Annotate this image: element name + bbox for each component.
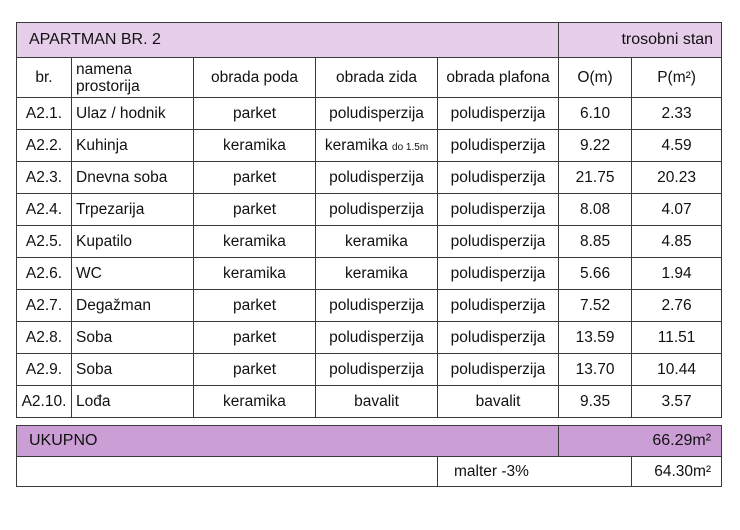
room-area: 3.57 xyxy=(632,386,722,418)
room-area: 20.23 xyxy=(632,162,722,194)
apartment-sheet xyxy=(16,22,721,487)
floor-finish: keramika xyxy=(194,130,316,162)
apartment-title: APARTMAN BR. 2 xyxy=(17,23,559,58)
room-name: Soba xyxy=(72,322,194,354)
plaster-row xyxy=(17,457,722,487)
wall-finish: keramika do 1.5m xyxy=(316,130,438,162)
ceiling-finish: poludisperzija xyxy=(438,322,559,354)
wall-finish: poludisperzija xyxy=(316,322,438,354)
table-row xyxy=(17,162,722,194)
col-header-wall: obrada zida xyxy=(316,58,438,98)
ceiling-finish: poludisperzija xyxy=(438,98,559,130)
room-number: A2.3. xyxy=(17,162,72,194)
wall-finish: bavalit xyxy=(316,386,438,418)
col-header-floor: obrada poda xyxy=(194,58,316,98)
table-row xyxy=(17,322,722,354)
room-number: A2.7. xyxy=(17,290,72,322)
room-area: 11.51 xyxy=(632,322,722,354)
room-area: 4.59 xyxy=(632,130,722,162)
room-number: A2.6. xyxy=(17,258,72,290)
wall-finish: keramika xyxy=(316,258,438,290)
col-header-area: P(m²) xyxy=(632,58,722,98)
total-row xyxy=(17,426,722,457)
room-number: A2.5. xyxy=(17,226,72,258)
floor-finish: keramika xyxy=(194,258,316,290)
room-number: A2.10. xyxy=(17,386,72,418)
table-row xyxy=(17,194,722,226)
table-row xyxy=(17,98,722,130)
ceiling-finish: poludisperzija xyxy=(438,354,559,386)
room-perimeter: 9.22 xyxy=(559,130,632,162)
room-area: 4.07 xyxy=(632,194,722,226)
ceiling-finish: poludisperzija xyxy=(438,290,559,322)
ceiling-finish: poludisperzija xyxy=(438,226,559,258)
ceiling-finish: bavalit xyxy=(438,386,559,418)
table-row xyxy=(17,290,722,322)
floor-finish: parket xyxy=(194,322,316,354)
total-value: 66.29m² xyxy=(559,426,722,457)
wall-finish: poludisperzija xyxy=(316,290,438,322)
plaster-label: malter -3% xyxy=(438,457,632,487)
title-row xyxy=(17,23,722,58)
floor-finish: parket xyxy=(194,194,316,226)
room-perimeter: 7.52 xyxy=(559,290,632,322)
room-number: A2.8. xyxy=(17,322,72,354)
room-table xyxy=(16,22,722,487)
ceiling-finish: poludisperzija xyxy=(438,194,559,226)
table-row xyxy=(17,386,722,418)
room-area: 1.94 xyxy=(632,258,722,290)
room-name: WC xyxy=(72,258,194,290)
floor-finish: keramika xyxy=(194,386,316,418)
room-area: 4.85 xyxy=(632,226,722,258)
ceiling-finish: poludisperzija xyxy=(438,130,559,162)
room-area: 10.44 xyxy=(632,354,722,386)
room-perimeter: 8.08 xyxy=(559,194,632,226)
room-area: 2.33 xyxy=(632,98,722,130)
room-name: Kupatilo xyxy=(72,226,194,258)
room-number: A2.2. xyxy=(17,130,72,162)
room-name: Lođa xyxy=(72,386,194,418)
wall-finish: poludisperzija xyxy=(316,354,438,386)
room-perimeter: 6.10 xyxy=(559,98,632,130)
room-perimeter: 8.85 xyxy=(559,226,632,258)
apartment-type: trosobni stan xyxy=(559,23,722,58)
total-label: UKUPNO xyxy=(17,426,559,457)
floor-finish: keramika xyxy=(194,226,316,258)
col-header-ceiling: obrada plafona xyxy=(438,58,559,98)
floor-finish: parket xyxy=(194,98,316,130)
room-number: A2.9. xyxy=(17,354,72,386)
room-perimeter: 13.59 xyxy=(559,322,632,354)
room-name: Degažman xyxy=(72,290,194,322)
room-name: Ulaz / hodnik xyxy=(72,98,194,130)
col-header-name: namena prostorija xyxy=(72,58,194,98)
col-header-nr: br. xyxy=(17,58,72,98)
room-name: Trpezarija xyxy=(72,194,194,226)
room-name: Soba xyxy=(72,354,194,386)
wall-finish: poludisperzija xyxy=(316,194,438,226)
floor-finish: parket xyxy=(194,354,316,386)
wall-finish: poludisperzija xyxy=(316,98,438,130)
room-perimeter: 5.66 xyxy=(559,258,632,290)
wall-finish-note: do 1.5m xyxy=(392,141,429,153)
floor-finish: parket xyxy=(194,162,316,194)
wall-finish: poludisperzija xyxy=(316,162,438,194)
floor-finish: parket xyxy=(194,290,316,322)
table-row xyxy=(17,226,722,258)
wall-finish: keramika xyxy=(316,226,438,258)
room-name: Dnevna soba xyxy=(72,162,194,194)
table-row xyxy=(17,258,722,290)
room-perimeter: 9.35 xyxy=(559,386,632,418)
col-header-perimeter: O(m) xyxy=(559,58,632,98)
header-row xyxy=(17,58,722,98)
room-area: 2.76 xyxy=(632,290,722,322)
room-number: A2.1. xyxy=(17,98,72,130)
table-row xyxy=(17,130,722,162)
plaster-value: 64.30m² xyxy=(632,457,722,487)
ceiling-finish: poludisperzija xyxy=(438,162,559,194)
table-row xyxy=(17,354,722,386)
room-number: A2.4. xyxy=(17,194,72,226)
room-perimeter: 13.70 xyxy=(559,354,632,386)
room-name: Kuhinja xyxy=(72,130,194,162)
room-perimeter: 21.75 xyxy=(559,162,632,194)
ceiling-finish: poludisperzija xyxy=(438,258,559,290)
